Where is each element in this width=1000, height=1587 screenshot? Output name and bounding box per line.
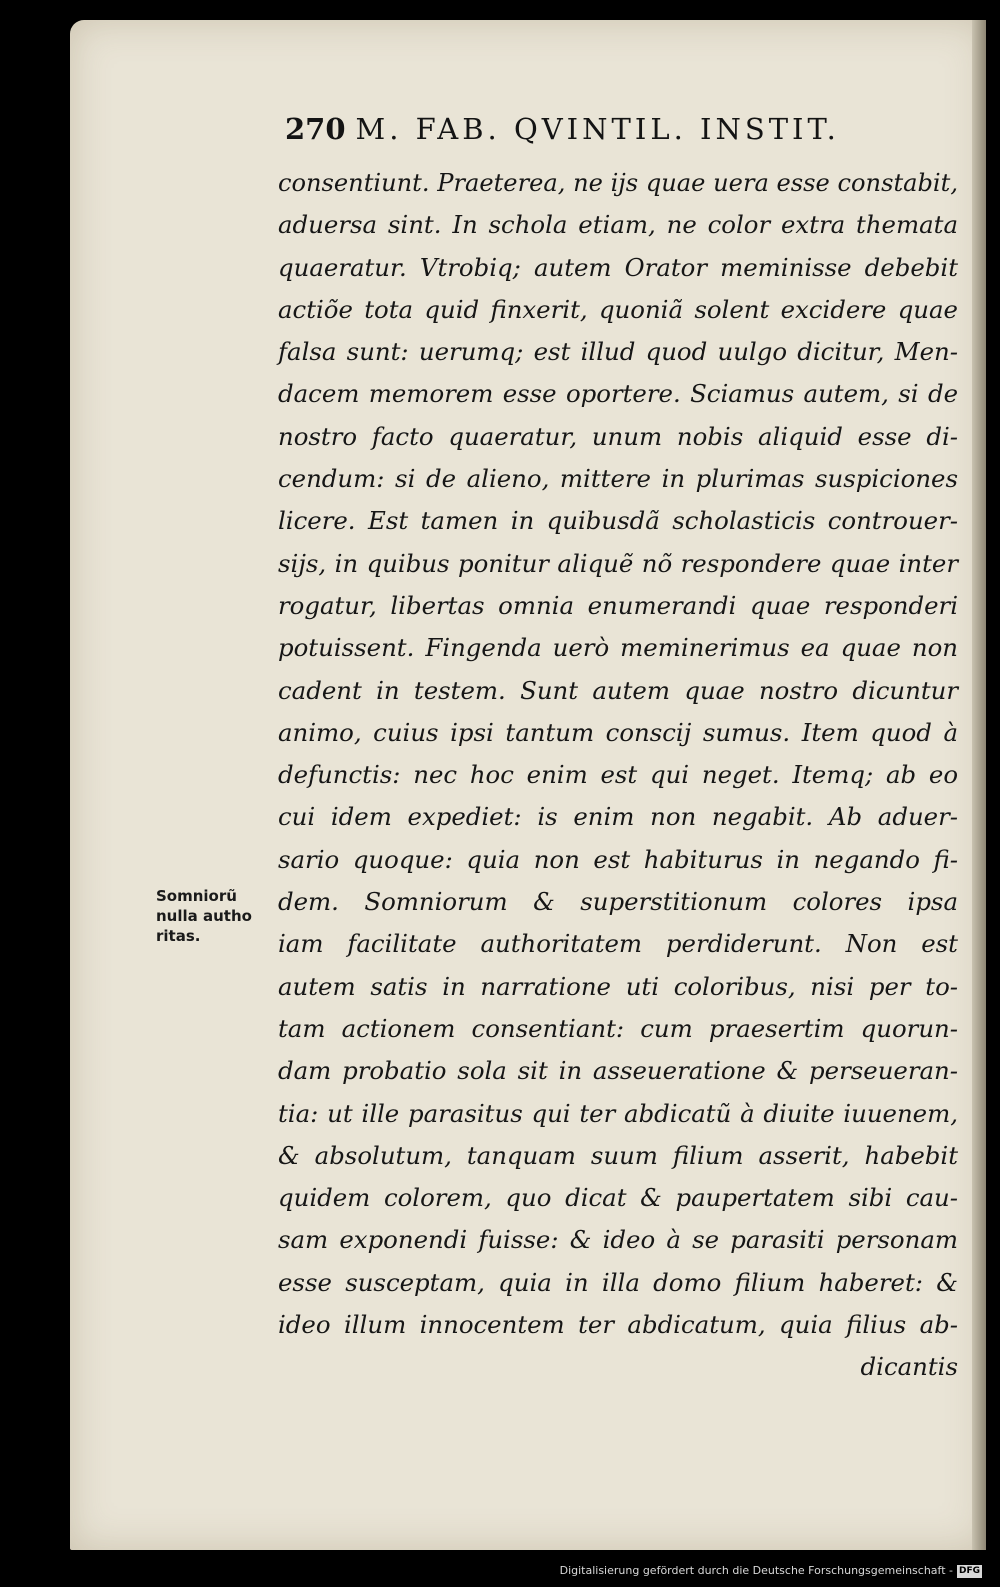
credit-text: Digitalisierung gefördert durch die Deutsche Forschungsgemeinschaft - (559, 1564, 953, 1577)
text-line: nostro facto quaeratur, unum nobis aliquid esse di- (278, 421, 958, 451)
text-line: licere. Est tamen in quibusdã scholasticis controuer- (278, 506, 958, 536)
text-line: & absolutum, tanquam suum filium asserit, habebit (278, 1140, 958, 1170)
text-line: cui idem expediet: is enim non negabit. Ab aduer- (278, 802, 958, 832)
text-line: autem satis in narratione uti coloribus, nisi per to- (278, 971, 958, 1001)
text-line: aduersa sint. In schola etiam, ne color extra themata (278, 210, 958, 240)
text-line: consentiunt. Praeterea, ne ijs quae uera esse constabit, (278, 169, 958, 197)
text-line: quidem colorem, quo dicat & paupertatem sibi cau- (278, 1183, 958, 1213)
text-line: sario quoque: quia non est habiturus in negando fi- (278, 844, 958, 874)
marginal-note-line: ritas. (156, 927, 201, 945)
text-line: ideo illum innocentem ter abdicatum, quia filius ab- (278, 1310, 958, 1340)
text-line: actiõe tota quid finxerit, quoniã solent excidere quae (278, 294, 958, 324)
page-number: 270 (285, 112, 346, 146)
text-line: animo, cuius ipsi tantum conscij sumus. Item quod à (278, 717, 958, 747)
marginal-note-line: nulla autho (156, 907, 252, 925)
text-line: quaeratur. Vtrobiq; autem Orator meminisse debebit (278, 252, 958, 282)
text-line: tia: ut ille parasitus qui ter abdicatũ à diuite iuuenem, (278, 1098, 958, 1128)
text-line: rogatur, libertas omnia enumerandi quae responderi (278, 590, 958, 620)
catchword: dicantis (860, 1352, 958, 1382)
dfg-logo: DFG (958, 1565, 980, 1576)
page-gutter-shadow (972, 20, 986, 1550)
text-line: defunctis: nec hoc enim est qui neget. Itemq; ab eo (278, 760, 958, 790)
text-line: tam actionem consentiant: cum praesertim quorun- (278, 1013, 958, 1043)
digitization-credit (560, 1560, 982, 1582)
body-text (278, 162, 958, 1389)
text-line: iam facilitate authoritatem perdiderunt. Non est (278, 929, 958, 959)
page-header (285, 112, 840, 146)
text-line: falsa sunt: uerumq; est illud quod uulgo dicitur, Men- (278, 337, 958, 367)
text-line: cadent in testem. Sunt autem quae nostro dicuntur (278, 675, 958, 705)
marginal-note-line: Somniorũ (156, 887, 237, 905)
book-page (70, 20, 986, 1550)
text-line: dacem memorem esse oportere. Sciamus autem, si de (278, 379, 958, 409)
text-line: dam probatio sola sit in asseueratione & perseueran- (278, 1056, 958, 1086)
text-line: dem. Somniorum & superstitionum colores ipsa (278, 887, 958, 917)
text-line: potuissent. Fingenda uerò meminerimus ea quae non (278, 633, 958, 663)
text-line: sijs, in quibus ponitur aliquẽ nõ respondere quae inter (278, 548, 958, 578)
running-title: M. FAB. QVINTIL. INSTIT. (355, 112, 840, 146)
text-line: cendum: si de alieno, mittere in plurimas suspiciones (278, 464, 958, 494)
marginal-note (156, 886, 252, 946)
text-line: esse susceptam, quia in illa domo filium haberet: & (278, 1267, 958, 1297)
text-line: sam exponendi fuisse: & ideo à se parasiti personam (278, 1225, 958, 1255)
